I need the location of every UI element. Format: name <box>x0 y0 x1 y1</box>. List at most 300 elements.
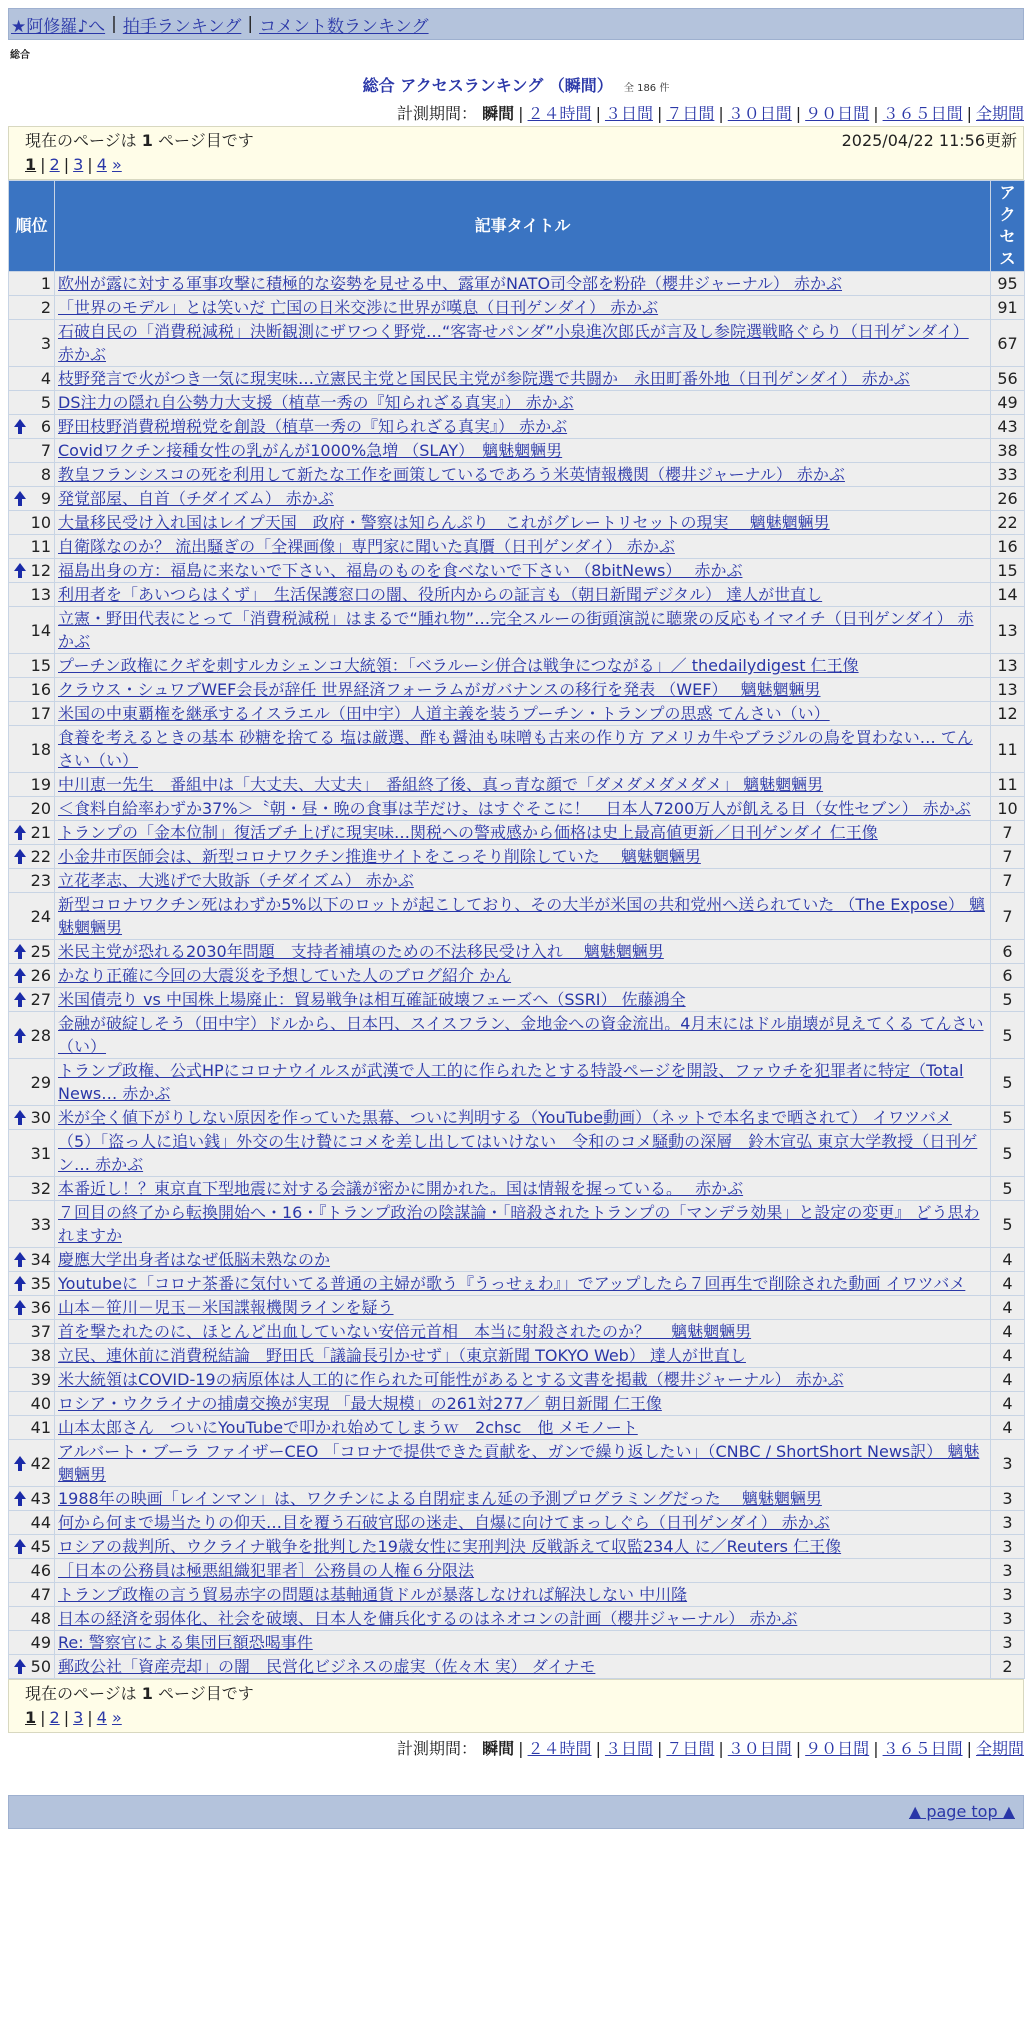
access-count: 7 <box>991 893 1025 940</box>
rank-number: 6 <box>40 417 51 436</box>
access-count: 4 <box>991 1344 1025 1368</box>
rank-number: 13 <box>30 585 51 604</box>
period-option-0[interactable]: ２４時間 <box>527 104 592 123</box>
table-row <box>9 1106 1025 1130</box>
rank-cell <box>9 1440 55 1487</box>
pager-separator: | <box>63 1708 70 1727</box>
nav-separator: | <box>247 14 254 34</box>
title-cell <box>55 654 991 678</box>
pager-page-3[interactable]: 3 <box>73 1708 84 1727</box>
rank-cell <box>9 1012 55 1059</box>
up-arrow-icon <box>14 944 26 952</box>
rank-cell <box>9 607 55 654</box>
access-count: 43 <box>991 415 1025 439</box>
access-count: 3 <box>991 1440 1025 1487</box>
rank-number: 23 <box>30 871 51 890</box>
access-count: 4 <box>991 1392 1025 1416</box>
title-cell <box>55 463 991 487</box>
article-title-link[interactable]: 金融が破綻しそう（田中宇）ドルから、日本円、スイスフラン、金地金への資金流出。4月末にはドル崩壊が見えてくる てんさい（い） <box>58 1014 984 1056</box>
table-row <box>9 1272 1025 1296</box>
total-count: 全 186 件 <box>623 83 670 94</box>
table-row <box>9 702 1025 726</box>
pager <box>25 153 1017 177</box>
table-row <box>9 511 1025 535</box>
pager-next[interactable]: » <box>111 155 122 174</box>
rank-number: 16 <box>30 680 51 699</box>
article-title-link[interactable]: 福島出身の方：福島に来ないで下さい、福島のものを食べないで下さい （8bitNews） 赤かぶ <box>58 561 743 580</box>
page-top-link[interactable]: ▲ page top ▲ <box>908 1802 1015 1821</box>
pager-current-page: 1 <box>25 155 37 174</box>
up-arrow-icon <box>14 992 26 1000</box>
period-separator: | <box>595 1739 601 1758</box>
period-option-2[interactable]: ７日間 <box>666 104 715 123</box>
table-row <box>9 1248 1025 1272</box>
access-count: 2 <box>991 1655 1025 1679</box>
article-title-link[interactable]: 野田枝野消費税増税党を創設（植草一秀の『知られざる真実』） 赤かぶ <box>58 417 568 436</box>
rank-cell <box>9 1130 55 1177</box>
period-option-4[interactable]: ９０日間 <box>805 1739 870 1758</box>
access-count: 3 <box>991 1607 1025 1631</box>
pager-page-2[interactable]: 2 <box>49 155 60 174</box>
period-option-6[interactable]: 全期間 <box>975 104 1024 123</box>
pager-page-4[interactable]: 4 <box>96 1708 107 1727</box>
article-title-link[interactable]: 米国の中東覇権を継承するイスラエル（田中宇）人道主義を装うプーチン・トランプの思惑 てんさい（い） <box>58 704 830 723</box>
title-cell <box>55 1631 991 1655</box>
pager-separator: | <box>40 1708 46 1727</box>
rank-number: 43 <box>30 1489 51 1508</box>
table-header-row <box>9 181 1025 272</box>
article-title-link[interactable]: Re: 警察官による集団巨額恐喝事件 <box>58 1633 313 1652</box>
rank-cell <box>9 1177 55 1201</box>
article-title-link[interactable]: ロシアの裁判所、ウクライナ戦争を批判した19歳女性に実刑判決 反戦訴えて収監234人 に／Reuters 仁王像 <box>58 1537 842 1556</box>
rank-cell <box>9 1392 55 1416</box>
article-title-link[interactable]: 1988年の映画「レインマン」は、ワクチンによる自閉症まん延の予測プログラミングだった 魑魅魍魎男 <box>58 1489 822 1508</box>
rank-number: 19 <box>30 775 51 794</box>
article-title-link[interactable]: 山本太郎さん ついにYouTubeで叩かれ始めてしまうｗ 2chsc 他 メモノート <box>58 1418 638 1437</box>
rank-cell <box>9 1296 55 1320</box>
title-cell <box>55 1368 991 1392</box>
article-title-link[interactable]: 立憲・野田代表にとって「消費税減税」はまるで“腫れ物”…完全スルーの街頭演説に聴衆の反応もイマイチ（日刊ゲンダイ） 赤かぶ <box>58 609 974 651</box>
page-title: 総合 アクセスランキング （瞬間） <box>362 76 613 95</box>
title-cell <box>55 893 991 940</box>
article-title-link[interactable]: 発覚部屋、自首（チダイズム） 赤かぶ <box>58 489 334 508</box>
title-cell <box>55 272 991 296</box>
rank-cell <box>9 415 55 439</box>
period-option-5[interactable]: ３６５日間 <box>882 104 963 123</box>
article-title-link[interactable]: 慶應大学出身者はなぜ低脳未熟なのか <box>58 1250 331 1269</box>
rank-number: 20 <box>30 799 51 818</box>
article-title-link[interactable]: 教皇フランシスコの死を利用して新たな工作を画策しているであろう米英情報機関（櫻井ジャーナル） 赤かぶ <box>58 465 845 484</box>
clap-ranking-link[interactable]: 拍手ランキング <box>122 16 242 37</box>
period-option-1[interactable]: ３日間 <box>604 104 653 123</box>
rank-cell <box>9 1201 55 1248</box>
rank-number: 34 <box>30 1250 51 1269</box>
rank-number: 46 <box>30 1561 51 1580</box>
table-row <box>9 367 1025 391</box>
period-option-4[interactable]: ９０日間 <box>805 104 870 123</box>
pager-separator: | <box>87 155 93 174</box>
access-count: 5 <box>991 1130 1025 1177</box>
table-row <box>9 988 1025 1012</box>
access-count: 3 <box>991 1535 1025 1559</box>
period-option-1[interactable]: ３日間 <box>604 1739 653 1758</box>
table-row <box>9 391 1025 415</box>
article-title-link[interactable]: 米大統領はCOVID-19の病原体は人工的に作られた可能性があるとする文書を掲載（櫻井ジャーナル） 赤かぶ <box>58 1370 844 1389</box>
article-title-link[interactable]: DS注力の隠れ自公勢力大支援（植草一秀の『知られざる真実』） 赤かぶ <box>58 393 574 412</box>
access-count: 14 <box>991 583 1025 607</box>
title-cell <box>55 1344 991 1368</box>
article-title-link[interactable]: 米国債売り vs 中国株上場廃止：貿易戦争は相互確証破壊フェーズへ（SSRI） 佐藤鴻全 <box>58 990 686 1009</box>
article-title-link[interactable]: 米民主党が恐れる2030年問題 支持者補填のための不法移民受け入れ 魑魅魍魎男 <box>58 942 664 961</box>
period-current: 瞬間 <box>482 104 515 123</box>
access-count: 13 <box>991 678 1025 702</box>
access-count: 56 <box>991 367 1025 391</box>
page-info-suffix: ページ目です <box>158 1684 254 1703</box>
article-title-link[interactable]: プーチン政権にクギを刺すルカシェンコ大統領：「ベラルーシ併合は戦争につながる」／ thedailydigest 仁王像 <box>58 656 859 675</box>
up-arrow-icon <box>14 1539 26 1547</box>
table-row <box>9 1535 1025 1559</box>
article-title-link[interactable]: トランプ政権の言う貿易赤字の問題は基軸通貨ドルが暴落しなければ解決しない 中川隆 <box>58 1585 688 1604</box>
table-row <box>9 1130 1025 1177</box>
article-title-link[interactable]: 枝野発言で火がつき一気に現実味…立憲民主党と国民民主党が参院選で共闘か 永田町番外地（日刊ゲンダイ） 赤かぶ <box>58 369 910 388</box>
rank-cell <box>9 869 55 893</box>
comment-ranking-link[interactable]: コメント数ランキング <box>259 16 429 37</box>
table-row <box>9 1511 1025 1535</box>
title-cell <box>55 1535 991 1559</box>
current-page-number: 1 <box>141 131 153 150</box>
pager-separator: | <box>40 155 46 174</box>
rank-cell <box>9 1272 55 1296</box>
rank-number: 38 <box>30 1346 51 1365</box>
period-separator: | <box>795 1739 802 1758</box>
rank-number: 36 <box>30 1298 51 1317</box>
title-cell <box>55 1296 991 1320</box>
table-row <box>9 654 1025 678</box>
table-row <box>9 1201 1025 1248</box>
access-count: 91 <box>991 296 1025 320</box>
article-title-link[interactable]: トランプ政権、公式HPにコロナウイルスが武漢で人工的に作られたとする特設ページを開設、ファウチを犯罪者に特定（Total News… 赤かぶ <box>58 1061 964 1103</box>
article-title-link[interactable]: 自衛隊なのか？ 流出騒ぎの「全裸画像」専門家に聞いた真贋（日刊ゲンダイ） 赤かぶ <box>58 537 675 556</box>
table-row <box>9 1296 1025 1320</box>
table-row <box>9 463 1025 487</box>
title-cell <box>55 607 991 654</box>
pager-separator: | <box>87 1708 93 1727</box>
pager-current-page: 1 <box>25 1708 37 1727</box>
pager-next[interactable]: » <box>111 1708 122 1727</box>
access-count: 12 <box>991 702 1025 726</box>
article-title-link[interactable]: ［日本の公務員は極悪組織犯罪者］公務員の人権６分限法 <box>58 1561 475 1580</box>
rank-cell <box>9 320 55 367</box>
rank-number: 18 <box>30 739 51 759</box>
table-row <box>9 1177 1025 1201</box>
pager-page-3[interactable]: 3 <box>73 155 84 174</box>
title-cell <box>55 1177 991 1201</box>
rank-cell <box>9 1607 55 1631</box>
article-title-link[interactable]: Youtubeに「コロナ茶番に気付いてる普通の主婦が歌う『うっせぇわ』」でアップしたら７回再生で削除された動画 イワツバメ <box>58 1274 966 1293</box>
rank-number: 48 <box>30 1609 51 1628</box>
rank-number: 50 <box>30 1657 51 1676</box>
up-arrow-icon <box>14 1276 26 1284</box>
period-option-2[interactable]: ７日間 <box>666 1739 715 1758</box>
period-current: 瞬間 <box>482 1739 515 1758</box>
rank-number: 22 <box>30 847 51 866</box>
access-count: 7 <box>991 869 1025 893</box>
title-cell <box>55 487 991 511</box>
article-title-link[interactable]: 食養を考えるときの基本 砂糖を捨てる 塩は厳選、酢も醤油も味噌も古来の作り方 アメリカ牛やブラジルの鳥を買わない… てんさい（い） <box>58 728 973 770</box>
rank-number: 35 <box>30 1274 51 1293</box>
page-info-box-bottom <box>8 1679 1024 1733</box>
rank-cell <box>9 964 55 988</box>
rank-cell <box>9 439 55 463</box>
article-title-link[interactable]: 郵政公社「資産売却」の闇 民営化ビジネスの虚実（佐々木 実） ダイナモ <box>58 1657 596 1676</box>
period-separator: | <box>518 1739 524 1758</box>
title-cell <box>55 1106 991 1130</box>
table-row <box>9 1392 1025 1416</box>
rank-number: 28 <box>30 1025 51 1045</box>
access-count: 13 <box>991 654 1025 678</box>
rank-cell <box>9 1320 55 1344</box>
rank-number: 10 <box>30 513 51 532</box>
article-title-link[interactable]: クラウス・シュワブWEF会長が辞任 世界経済フォーラムがガバナンスの移行を発表 （WEF） 魑魅魍魎男 <box>58 680 821 699</box>
rank-number: 27 <box>30 990 51 1009</box>
period-separator: | <box>873 1739 879 1758</box>
rank-number: 3 <box>40 333 51 353</box>
rank-cell <box>9 940 55 964</box>
page-info-line <box>25 129 1017 153</box>
article-title-link[interactable]: 中川恵一先生 番組中は「大丈夫、大丈夫」 番組終了後、真っ青な顔で「ダメダメダメダメ」 魑魅魍魎男 <box>58 775 824 794</box>
table-row <box>9 893 1025 940</box>
up-arrow-icon <box>14 1252 26 1260</box>
pager-bottom <box>25 1706 1017 1730</box>
period-label: 計測期間： <box>397 1739 483 1758</box>
table-row <box>9 821 1025 845</box>
table-row <box>9 1059 1025 1106</box>
rank-number: 33 <box>30 1214 51 1234</box>
period-option-3[interactable]: ３０日間 <box>727 104 792 123</box>
article-title-link[interactable]: 立民、連休前に消費税結論 野田氏「議論長引かせず」（東京新聞 TOKYO Web） 達人が世直し <box>58 1346 746 1365</box>
rank-number: 44 <box>30 1513 51 1532</box>
table-row <box>9 1487 1025 1511</box>
title-cell <box>55 1559 991 1583</box>
rank-cell <box>9 535 55 559</box>
article-title-link[interactable]: 立花孝志、大逃げで大敗訴（チダイズム） 赤かぶ <box>58 871 414 890</box>
rank-cell <box>9 1059 55 1106</box>
access-count: 38 <box>991 439 1025 463</box>
table-row <box>9 272 1025 296</box>
page-info-box <box>8 126 1024 180</box>
access-count: 5 <box>991 1106 1025 1130</box>
access-count: 7 <box>991 845 1025 869</box>
access-count: 5 <box>991 988 1025 1012</box>
title-cell <box>55 726 991 773</box>
title-cell <box>55 535 991 559</box>
page-info-suffix: ページ目です <box>158 131 254 150</box>
article-title-link[interactable]: 本番近し！？東京直下型地震に対する会議が密かに開かれた。国は情報を握っている。 赤かぶ <box>58 1179 744 1198</box>
period-separator: | <box>718 104 724 123</box>
title-cell <box>55 940 991 964</box>
up-arrow-icon <box>14 968 26 976</box>
page-info-line-bottom <box>25 1682 1017 1706</box>
access-count: 5 <box>991 1201 1025 1248</box>
period-option-5[interactable]: ３６５日間 <box>882 1739 963 1758</box>
table-row <box>9 726 1025 773</box>
table-row <box>9 583 1025 607</box>
access-count: 16 <box>991 535 1025 559</box>
pager-page-4[interactable]: 4 <box>96 155 107 174</box>
rank-number: 15 <box>30 656 51 675</box>
pager-page-2[interactable]: 2 <box>49 1708 60 1727</box>
table-row <box>9 1607 1025 1631</box>
article-title-link[interactable]: アルバート・ブーラ ファイザーCEO 「コロナで提供できた貢献を、ガンで繰り返したい」（CNBC / ShortShort News訳） 魑魅魍魎男 <box>58 1442 980 1484</box>
access-count: 4 <box>991 1368 1025 1392</box>
access-count: 3 <box>991 1583 1025 1607</box>
rank-cell <box>9 678 55 702</box>
rank-number: 8 <box>40 465 51 484</box>
rank-number: 21 <box>30 823 51 842</box>
period-separator: | <box>718 1739 724 1758</box>
rank-cell <box>9 1248 55 1272</box>
article-title-link[interactable]: ＜食料自給率わずか37%＞〝朝・昼・晩の食事は芋だけ〟はすぐそこに！ 日本人7200万人が飢える日（女性セブン） 赤かぶ <box>58 799 971 818</box>
period-option-0[interactable]: ２４時間 <box>527 1739 592 1758</box>
access-count: 26 <box>991 487 1025 511</box>
rank-cell <box>9 1511 55 1535</box>
access-count: 4 <box>991 1248 1025 1272</box>
access-count: 5 <box>991 1177 1025 1201</box>
period-option-6[interactable]: 全期間 <box>975 1739 1024 1758</box>
access-header: アクセス <box>991 181 1025 272</box>
rank-cell <box>9 272 55 296</box>
table-row <box>9 773 1025 797</box>
title-cell <box>55 797 991 821</box>
article-title-link[interactable]: 欧州が露に対する軍事攻撃に積極的な姿勢を見せる中、露軍がNATO司令部を粉砕（櫻井ジャーナル） 赤かぶ <box>58 274 843 293</box>
article-title-link[interactable]: （5）「盗っ人に追い銭」外交の生け贄にコメを差し出してはいけない 令和のコメ騒動の深層 鈴木宣弘 東京大学教授（日刊ゲン… 赤かぶ <box>58 1132 978 1174</box>
title-cell <box>55 773 991 797</box>
article-title-link[interactable]: かなり正確に今回の大震災を予想していた人のブログ紹介 かん <box>58 966 512 985</box>
access-count: 11 <box>991 773 1025 797</box>
table-row <box>9 1320 1025 1344</box>
title-cell <box>55 367 991 391</box>
article-title-link[interactable]: ロシア・ウクライナの捕虜交換が実現 「最大規模」の261対277／ 朝日新聞 仁王像 <box>58 1394 662 1413</box>
period-separator: | <box>656 104 663 123</box>
ranking-table <box>8 180 1025 1679</box>
title-cell <box>55 1440 991 1487</box>
page <box>8 8 1024 1829</box>
article-title-link[interactable]: 新型コロナワクチン死はわずか5%以下のロットが起こしており、その大半が米国の共和党州へ送られていた （The Expose） 魑魅魍魎男 <box>58 895 985 937</box>
rank-cell <box>9 845 55 869</box>
access-count: 10 <box>991 797 1025 821</box>
rank-number: 7 <box>40 441 51 460</box>
rank-cell <box>9 1655 55 1679</box>
rank-cell <box>9 1106 55 1130</box>
title-cell <box>55 1655 991 1679</box>
title-cell <box>55 702 991 726</box>
access-count: 49 <box>991 391 1025 415</box>
period-option-3[interactable]: ３０日間 <box>727 1739 792 1758</box>
rank-cell <box>9 726 55 773</box>
rank-cell <box>9 797 55 821</box>
rank-number: 32 <box>30 1179 51 1198</box>
article-title-link[interactable]: 首を撃たれたのに、ほとんど出血していない安倍元首相 本当に射殺されたのか？ 魑魅魍魎男 <box>58 1322 752 1341</box>
rank-number: 12 <box>30 561 51 580</box>
rank-cell <box>9 654 55 678</box>
rank-number: 39 <box>30 1370 51 1389</box>
table-row <box>9 439 1025 463</box>
table-row <box>9 845 1025 869</box>
title-cell <box>55 1416 991 1440</box>
access-count: 6 <box>991 940 1025 964</box>
article-title-link[interactable]: 小金井市医師会は、新型コロナワクチン推進サイトをこっそり削除していた 魑魅魍魎男 <box>58 847 701 866</box>
article-title-link[interactable]: Covidワクチン接種女性の乳がんが1000%急増 （SLAY） 魑魅魍魎男 <box>58 441 563 460</box>
title-cell <box>55 869 991 893</box>
title-cell <box>55 1272 991 1296</box>
access-count: 3 <box>991 1511 1025 1535</box>
up-arrow-icon <box>14 1491 26 1499</box>
article-title-link[interactable]: トランプの「金本位制」復活ブチ上げに現実味…関税への警戒感から価格は史上最高値更新／日刊ゲンダイ 仁王像 <box>58 823 878 842</box>
table-row <box>9 487 1025 511</box>
title-cell <box>55 1059 991 1106</box>
article-title-link[interactable]: 利用者を「あいつらはくず」 生活保護窓口の闇、役所内からの証言も（朝日新聞デジタル） 達人が世直し <box>58 585 823 604</box>
title-row <box>8 73 1024 96</box>
rank-number: 45 <box>30 1537 51 1556</box>
title-cell <box>55 1320 991 1344</box>
rank-cell <box>9 487 55 511</box>
up-arrow-icon <box>14 849 26 857</box>
home-link[interactable]: ★阿修羅♪へ <box>11 16 106 37</box>
pager-separator: | <box>63 155 70 174</box>
title-cell <box>55 964 991 988</box>
title-cell <box>55 1583 991 1607</box>
rank-cell <box>9 893 55 940</box>
article-title-link[interactable]: 大量移民受け入れ国はレイプ天国 政府・警察は知らんぷり これがグレートリセットの現実 魑魅魍魎男 <box>58 513 830 532</box>
article-title-link[interactable]: 日本の経済を弱体化、社会を破壊、日本人を傭兵化するのはネオコンの計画（櫻井ジャーナル） 赤かぶ <box>58 1609 798 1628</box>
table-row <box>9 1416 1025 1440</box>
rank-cell <box>9 1344 55 1368</box>
access-count: 33 <box>991 463 1025 487</box>
rank-number: 5 <box>40 393 51 412</box>
title-cell <box>55 583 991 607</box>
section-label: 総合 <box>10 50 30 61</box>
title-cell <box>55 391 991 415</box>
article-title-link[interactable]: 山本－笹川－児玉－米国諜報機関ラインを疑う <box>58 1298 394 1317</box>
table-row <box>9 415 1025 439</box>
title-cell <box>55 439 991 463</box>
title-cell <box>55 845 991 869</box>
rank-cell <box>9 1583 55 1607</box>
rank-number: 9 <box>40 489 51 508</box>
rank-cell <box>9 296 55 320</box>
up-arrow-icon <box>14 1300 26 1308</box>
article-title-link[interactable]: ７回目の終了から転換開始へ・16・『トランプ政治の陰謀論・「暗殺されたトランプの「マンデラ効果」と設定の変更』 どう思われますか <box>58 1203 980 1245</box>
article-title-link[interactable]: 石破自民の「消費税減税」決断観測にザワつく野党…“客寄せパンダ”小泉進次郎氏が言及し参院選戦略ぐらり（日刊ゲンダイ） 赤かぶ <box>58 322 969 364</box>
title-cell <box>55 1511 991 1535</box>
table-row <box>9 1559 1025 1583</box>
rank-number: 14 <box>30 620 51 640</box>
article-title-link[interactable]: 「世界のモデル」とは笑いだ 亡国の日米交渉に世界が嘆息（日刊ゲンダイ） 赤かぶ <box>58 298 659 317</box>
article-title-link[interactable]: 何から何まで場当たりの仰天…目を覆う石破官邸の迷走、自爆に向けてまっしぐら（日刊ゲンダイ） 赤かぶ <box>58 1513 830 1532</box>
access-count: 67 <box>991 320 1025 367</box>
up-arrow-icon <box>14 419 26 427</box>
article-title-link[interactable]: 米が全く値下がりしない原因を作っていた黒幕、ついに判明する（YouTube動画）（ネットで本名まで晒されて） イワツバメ <box>58 1108 952 1127</box>
page-info-prefix: 現在のページは <box>25 1684 137 1703</box>
table-row <box>9 1344 1025 1368</box>
title-cell <box>55 1130 991 1177</box>
up-arrow-icon <box>14 825 26 833</box>
up-arrow-icon <box>14 491 26 499</box>
table-row <box>9 940 1025 964</box>
access-count: 4 <box>991 1320 1025 1344</box>
access-count: 4 <box>991 1296 1025 1320</box>
access-count: 22 <box>991 511 1025 535</box>
